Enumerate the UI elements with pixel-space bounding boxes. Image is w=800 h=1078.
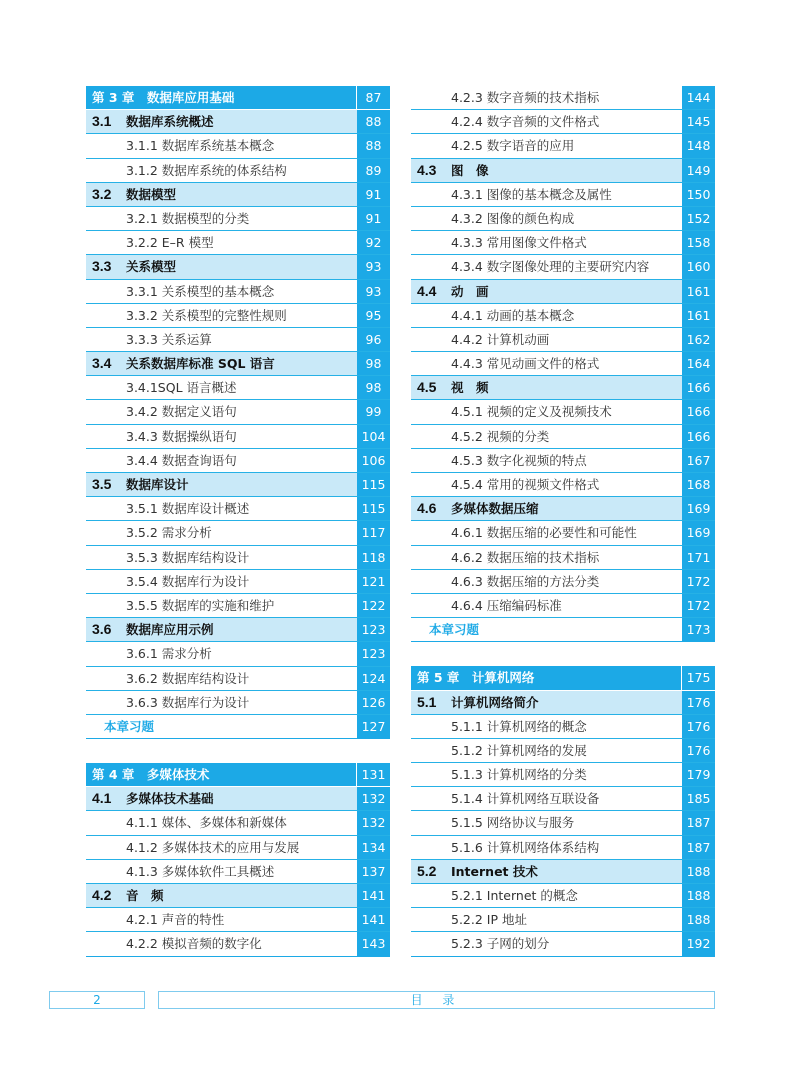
toc-entry-title — [86, 352, 357, 375]
toc-page-number: 149 — [682, 159, 715, 182]
toc-chapter-row[interactable] — [86, 763, 390, 787]
toc-page-number: 91 — [357, 183, 390, 206]
toc-entry-title: 4.4.3 常见动画文件的格式 — [451, 356, 600, 372]
section-title: 关系模型 — [126, 259, 177, 275]
toc-page-number: 132 — [357, 787, 390, 810]
toc-chapter-row[interactable] — [411, 666, 715, 690]
toc-page-number: 87 — [356, 86, 390, 109]
section-title: 图 像 — [451, 162, 489, 178]
toc-page-number: 162 — [682, 328, 715, 351]
toc-item-row[interactable] — [86, 836, 390, 860]
toc-page-number: 88 — [357, 134, 390, 157]
toc-entry-title: 4.2.1 声音的特性 — [126, 912, 225, 928]
toc-page-number: 123 — [357, 618, 390, 641]
toc-entry-title: 4.6.4 压缩编码标准 — [451, 597, 562, 613]
toc-page-number: 144 — [682, 86, 715, 109]
toc-page-number: 188 — [682, 908, 715, 931]
toc-entry-title — [411, 280, 682, 303]
toc-entry-title: 5.1.4 计算机网络互联设备 — [451, 791, 600, 807]
toc-page-number: 89 — [357, 159, 390, 182]
toc-entry-title: 3.6.2 数据库结构设计 — [126, 670, 250, 686]
toc-page-number: 173 — [682, 618, 715, 641]
toc-item-row[interactable] — [86, 400, 390, 424]
section-title: 数据模型 — [126, 186, 177, 202]
toc-entry-title: 4.5.1 视频的定义及视频技术 — [451, 404, 612, 420]
toc-entry-title: 3.5.2 需求分析 — [126, 525, 212, 541]
toc-page-number: 164 — [682, 352, 715, 375]
toc-entry-title — [411, 691, 682, 714]
toc-item-row[interactable] — [86, 860, 390, 884]
toc-section-row[interactable] — [411, 691, 715, 715]
toc-item-row[interactable] — [411, 231, 715, 255]
toc-entry-title: 5.2.3 子网的划分 — [451, 936, 550, 952]
section-number: 4.5 — [417, 379, 437, 396]
toc-page-number: 188 — [682, 884, 715, 907]
footer-title: 目 录 — [158, 991, 715, 1009]
toc-entry-title: 5.1.3 计算机网络的分类 — [451, 767, 587, 783]
toc-item-row[interactable] — [411, 473, 715, 497]
toc-entry-title: 3.6.3 数据库行为设计 — [126, 694, 250, 710]
toc-page-number: 179 — [682, 763, 715, 786]
toc-item-row[interactable] — [86, 908, 390, 932]
toc-page-number: 104 — [357, 425, 390, 448]
toc-page-number: 169 — [682, 497, 715, 520]
section-title: 关系数据库标准 SQL 语言 — [126, 356, 275, 372]
toc-section-row[interactable] — [86, 473, 390, 497]
section-number: 3.4 — [92, 355, 112, 372]
toc-section-row[interactable] — [86, 618, 390, 642]
toc-item-row[interactable] — [86, 280, 390, 304]
toc-entry-title — [411, 159, 682, 182]
toc-section-row[interactable] — [411, 860, 715, 884]
toc-entry-title: 4.1.3 多媒体软件工具概述 — [126, 863, 275, 879]
toc-entry-title: 5.2.1 Internet 的概念 — [451, 888, 578, 903]
toc-entry-title: 5.2.2 IP 地址 — [451, 912, 527, 928]
toc-entry-title — [86, 884, 357, 907]
toc-item-row[interactable] — [411, 836, 715, 860]
toc-page-number: 158 — [682, 231, 715, 254]
toc-item-row[interactable] — [411, 594, 715, 618]
toc-item-row[interactable] — [411, 787, 715, 811]
toc-exercise-row[interactable] — [86, 715, 390, 739]
toc-item-row[interactable] — [86, 231, 390, 255]
toc-item-row[interactable] — [411, 86, 715, 110]
toc-page-number: 166 — [682, 400, 715, 423]
toc-page-number: 172 — [682, 570, 715, 593]
toc-page-number: 167 — [682, 449, 715, 472]
toc-item-row[interactable] — [86, 642, 390, 666]
toc-page-number: 143 — [357, 932, 390, 955]
toc-entry-title — [86, 255, 357, 278]
footer-page-number: 2 — [49, 991, 145, 1009]
section-title: 动 画 — [451, 283, 489, 299]
toc-entry-title — [411, 497, 682, 520]
toc-item-row[interactable] — [86, 594, 390, 618]
toc-entry-title: 3.2.2 E–R 模型 — [126, 235, 214, 251]
toc-page-number: 93 — [357, 280, 390, 303]
toc-page-number: 176 — [682, 691, 715, 714]
section-number: 4.4 — [417, 282, 437, 299]
toc-entry-title: 3.4.1SQL 语言概述 — [126, 380, 237, 396]
toc-page-number: 127 — [357, 715, 390, 738]
chapter-gap — [411, 642, 715, 666]
toc-chapter-row[interactable] — [86, 86, 390, 110]
toc-entry-title: 4.5.3 数字化视频的特点 — [451, 452, 587, 468]
toc-page-number: 131 — [356, 763, 390, 786]
toc-entry-title: 4.3.1 图像的基本概念及属性 — [451, 186, 612, 202]
toc-section-row[interactable] — [411, 280, 715, 304]
toc-item-row[interactable] — [411, 304, 715, 328]
toc-entry-title — [411, 376, 682, 399]
toc-item-row[interactable] — [411, 546, 715, 570]
toc-entry-title: 4.2.3 数字音频的技术指标 — [451, 90, 600, 105]
toc-item-row[interactable] — [411, 183, 715, 207]
toc-section-row[interactable] — [86, 787, 390, 811]
toc-entry-title — [411, 860, 682, 883]
toc-entry-title: 3.5.4 数据库行为设计 — [126, 573, 250, 589]
toc-page-number: 161 — [682, 304, 715, 327]
section-title: 视 频 — [451, 380, 489, 396]
toc-page-number: 91 — [357, 207, 390, 230]
toc-entry-title: 3.4.4 数据查询语句 — [126, 452, 237, 468]
toc-page-number: 187 — [682, 811, 715, 834]
toc-page-number: 121 — [357, 570, 390, 593]
toc-item-row[interactable] — [411, 110, 715, 134]
toc-item-row[interactable] — [411, 425, 715, 449]
section-title: 音 频 — [126, 888, 164, 903]
section-number: 3.6 — [92, 621, 112, 638]
toc-item-row[interactable] — [86, 667, 390, 691]
toc-page-number: 141 — [357, 908, 390, 931]
toc-item-row[interactable] — [86, 304, 390, 328]
toc-page-number: 118 — [357, 546, 390, 569]
toc-section-row[interactable] — [86, 884, 390, 908]
toc-page-number: 175 — [681, 666, 715, 689]
toc-page-number: 134 — [357, 836, 390, 859]
toc-entry-title: 3.5.3 数据库结构设计 — [126, 549, 250, 565]
toc-page-number: 124 — [357, 667, 390, 690]
toc-page-number: 95 — [357, 304, 390, 327]
toc-page-number: 185 — [682, 787, 715, 810]
toc-page-number: 126 — [357, 691, 390, 714]
toc-page-number: 141 — [357, 884, 390, 907]
toc-entry-title: 5.1.2 计算机网络的发展 — [451, 742, 587, 758]
toc-entry-title: 3.3.2 关系模型的完整性规则 — [126, 307, 287, 323]
toc-entry-title: 第 5 章 计算机网络 — [417, 670, 535, 686]
toc-page-number: 188 — [682, 860, 715, 883]
section-title: 计算机网络简介 — [451, 694, 539, 710]
toc-entry-title: 4.6.2 数据压缩的技术指标 — [451, 549, 600, 565]
section-number: 3.2 — [92, 185, 112, 202]
toc-right-column — [411, 86, 715, 957]
toc-page-number: 98 — [357, 352, 390, 375]
section-number: 4.1 — [92, 790, 112, 807]
toc-item-row[interactable] — [411, 255, 715, 279]
toc-page-number: 161 — [682, 280, 715, 303]
toc-item-row[interactable] — [86, 376, 390, 400]
toc-page-number: 171 — [682, 546, 715, 569]
toc-entry-title — [86, 183, 357, 206]
toc-page-number: 137 — [357, 860, 390, 883]
toc-entry-title: 3.2.1 数据模型的分类 — [126, 210, 250, 226]
toc-item-row[interactable] — [86, 207, 390, 231]
section-number: 3.3 — [92, 258, 112, 275]
section-number: 5.1 — [417, 693, 437, 710]
section-title: 数据库设计 — [126, 477, 189, 492]
toc-entry-title: 5.1.6 计算机网络体系结构 — [451, 839, 600, 855]
toc-item-row[interactable] — [86, 449, 390, 473]
toc-entry-title — [86, 618, 357, 641]
toc-entry-title: 4.4.1 动画的基本概念 — [451, 307, 575, 323]
toc-section-row[interactable] — [411, 497, 715, 521]
toc-entry-title: 5.1.5 网络协议与服务 — [451, 815, 575, 831]
toc-item-row[interactable] — [411, 400, 715, 424]
toc-page-number: 96 — [357, 328, 390, 351]
toc-section-row[interactable] — [411, 376, 715, 400]
toc-entry-title: 3.3.3 关系运算 — [126, 331, 212, 347]
toc-item-row[interactable] — [86, 521, 390, 545]
toc-entry-title: 4.1.2 多媒体技术的应用与发展 — [126, 839, 300, 855]
toc-entry-title: 3.3.1 关系模型的基本概念 — [126, 283, 275, 299]
toc-page-number: 98 — [357, 376, 390, 399]
toc-page-number: 115 — [357, 473, 390, 496]
toc-item-row[interactable] — [86, 691, 390, 715]
toc-page-number: 115 — [357, 497, 390, 520]
section-title: 多媒体数据压缩 — [451, 501, 539, 517]
toc-entry-title: 4.4.2 计算机动画 — [451, 331, 550, 347]
toc-item-row[interactable] — [411, 908, 715, 932]
toc-item-row[interactable] — [411, 570, 715, 594]
toc-item-row[interactable] — [411, 763, 715, 787]
toc-page-number: 150 — [682, 183, 715, 206]
toc-entry-title — [86, 787, 357, 810]
toc-page-number: 168 — [682, 473, 715, 496]
toc-entry-title: 4.1.1 媒体、多媒体和新媒体 — [126, 815, 287, 831]
toc-section-row[interactable] — [86, 352, 390, 376]
toc-item-row[interactable] — [411, 352, 715, 376]
toc-item-row[interactable] — [411, 811, 715, 835]
toc-item-row[interactable] — [86, 159, 390, 183]
toc-page-number: 166 — [682, 425, 715, 448]
toc-entry-title: 3.4.2 数据定义语句 — [126, 404, 237, 420]
section-title: 数据库应用示例 — [126, 622, 214, 638]
toc-page-number: 187 — [682, 836, 715, 859]
toc-entry-title: 3.1.2 数据库系统的体系结构 — [126, 162, 287, 178]
toc-item-row[interactable] — [411, 739, 715, 763]
toc-item-row[interactable] — [411, 932, 715, 956]
toc-page-number: 117 — [357, 521, 390, 544]
toc-item-row[interactable] — [411, 884, 715, 908]
toc-item-row[interactable] — [86, 497, 390, 521]
toc-page-number: 160 — [682, 255, 715, 278]
toc-entry-title — [86, 110, 357, 133]
toc-item-row[interactable] — [411, 207, 715, 231]
toc-entry-title: 3.5.1 数据库设计概述 — [126, 501, 250, 517]
toc-entry-title: 3.4.3 数据操纵语句 — [126, 428, 237, 444]
toc-page-number: 92 — [357, 231, 390, 254]
toc-page-number: 176 — [682, 715, 715, 738]
toc-page-number: 93 — [357, 255, 390, 278]
toc-entry-title: 5.1.1 计算机网络的概念 — [451, 718, 587, 734]
toc-entry-title: 4.3.2 图像的颜色构成 — [451, 210, 575, 226]
toc-page-number: 166 — [682, 376, 715, 399]
toc-entry-title: 3.1.1 数据库系统基本概念 — [126, 138, 275, 154]
section-number: 3.5 — [92, 476, 112, 492]
toc-item-row[interactable] — [86, 811, 390, 835]
toc-entry-title: 本章习题 — [104, 718, 155, 734]
toc-entry-title: 4.3.3 常用图像文件格式 — [451, 235, 587, 251]
section-number: 5.2 — [417, 862, 437, 879]
toc-entry-title: 4.2.5 数字语音的应用 — [451, 138, 575, 154]
toc-page-number: 88 — [357, 110, 390, 133]
toc-item-row[interactable] — [86, 570, 390, 594]
toc-entry-title: 3.5.5 数据库的实施和维护 — [126, 597, 275, 613]
toc-entry-title: 4.6.3 数据压缩的方法分类 — [451, 573, 600, 589]
section-title: 数据库系统概述 — [126, 114, 214, 130]
toc-entry-title — [86, 473, 357, 496]
toc-item-row[interactable] — [86, 328, 390, 352]
toc-entry-title: 4.5.2 视频的分类 — [451, 428, 550, 444]
toc-page-number: 106 — [357, 449, 390, 472]
toc-item-row[interactable] — [411, 449, 715, 473]
toc-page-number: 152 — [682, 207, 715, 230]
section-number: 4.3 — [417, 161, 437, 178]
toc-item-row[interactable] — [86, 546, 390, 570]
toc-item-row[interactable] — [411, 328, 715, 352]
toc-entry-title: 4.3.4 数字图像处理的主要研究内容 — [451, 259, 650, 275]
toc-left-column — [86, 86, 390, 957]
toc-page-number: 132 — [357, 811, 390, 834]
toc-item-row[interactable] — [86, 134, 390, 158]
section-title: 多媒体技术基础 — [126, 791, 214, 807]
toc-entry-title: 4.2.2 模拟音频的数字化 — [126, 936, 262, 952]
toc-page-number: 145 — [682, 110, 715, 133]
toc-exercise-row[interactable] — [411, 618, 715, 642]
toc-item-row[interactable] — [86, 932, 390, 956]
section-number: 4.6 — [417, 500, 437, 517]
toc-entry-title: 本章习题 — [429, 622, 480, 638]
toc-entry-title: 3.6.1 需求分析 — [126, 646, 212, 662]
toc-item-row[interactable] — [411, 134, 715, 158]
toc-item-row[interactable] — [86, 425, 390, 449]
toc-entry-title: 4.2.4 数字音频的文件格式 — [451, 114, 600, 130]
toc-page-number: 176 — [682, 739, 715, 762]
toc-item-row[interactable] — [411, 715, 715, 739]
toc-item-row[interactable] — [411, 521, 715, 545]
toc-entry-title: 第 4 章 多媒体技术 — [92, 767, 210, 783]
chapter-gap — [86, 739, 390, 763]
toc-section-row[interactable] — [86, 183, 390, 207]
toc-page-number: 192 — [682, 932, 715, 955]
toc-entry-title: 4.5.4 常用的视频文件格式 — [451, 477, 600, 492]
toc-page-number: 123 — [357, 642, 390, 665]
toc-entry-title: 4.6.1 数据压缩的必要性和可能性 — [451, 525, 637, 541]
toc-section-row[interactable] — [86, 255, 390, 279]
section-number: 4.2 — [92, 887, 112, 903]
toc-section-row[interactable] — [86, 110, 390, 134]
section-number: 3.1 — [92, 113, 112, 130]
toc-page-number: 148 — [682, 134, 715, 157]
toc-section-row[interactable] — [411, 159, 715, 183]
toc-page-number: 99 — [357, 400, 390, 423]
toc-page-number: 169 — [682, 521, 715, 544]
toc-page-number: 172 — [682, 594, 715, 617]
toc-page-number: 122 — [357, 594, 390, 617]
section-title: Internet 技术 — [451, 863, 538, 879]
toc-entry-title: 第 3 章 数据库应用基础 — [92, 90, 235, 105]
